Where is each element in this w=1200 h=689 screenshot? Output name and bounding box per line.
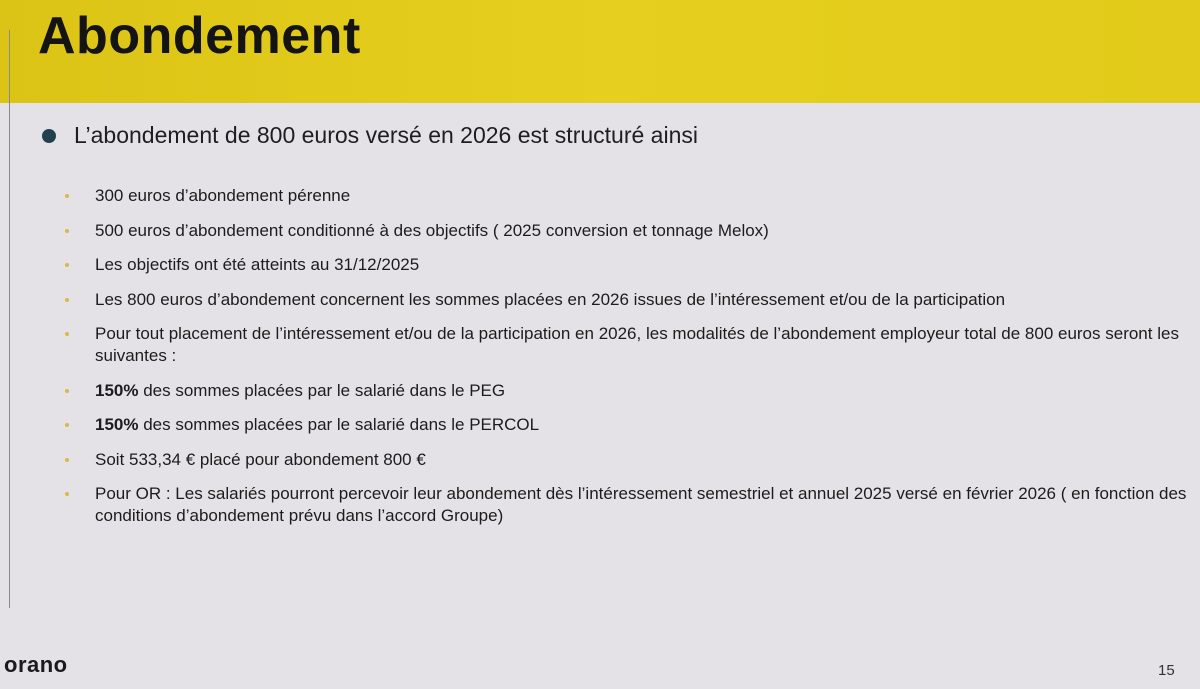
list-item: Les 800 euros d’abondement concernent les sommes placées en 2026 issues de l’intéressement et/ou de la participation — [62, 289, 1192, 311]
list-item: 150% des sommes placées par le salarié dans le PEG — [62, 380, 1192, 402]
divider — [9, 30, 10, 608]
bullet-icon — [65, 332, 69, 336]
bullet-icon — [65, 423, 69, 427]
orano-logo: orano — [4, 652, 68, 677]
bullet-icon — [65, 492, 69, 496]
bullet-icon — [65, 389, 69, 393]
bullet-icon — [65, 458, 69, 462]
bullet-icon — [42, 129, 56, 143]
page-number: 15 — [1158, 662, 1175, 679]
list-item: 150% des sommes placées par le salarié dans le PERCOL — [62, 414, 1192, 436]
list-item: 500 euros d’abondement conditionné à des objectifs ( 2025 conversion et tonnage Melox) — [62, 220, 1192, 242]
bullet-icon — [65, 263, 69, 267]
lead-bullet — [42, 122, 698, 149]
lead-text: L’abondement de 800 euros versé en 2026 est structuré ainsi — [74, 122, 698, 148]
list-item: Pour OR : Les salariés pourront percevoir leur abondement dès l’intéressement semestriel et annuel 2025 versé en février 2026 ( en fonction des conditions d’abondement prévu dans l’accord Groupe) — [62, 483, 1192, 527]
list-item: Soit 533,34 € placé pour abondement 800 € — [62, 449, 1192, 471]
bullet-icon — [65, 229, 69, 233]
slide-title: Abondement — [38, 7, 361, 65]
bullet-icon — [65, 298, 69, 302]
list-item: Les objectifs ont été atteints au 31/12/2025 — [62, 254, 1192, 276]
bullet-list — [62, 185, 1192, 540]
bullet-icon — [65, 194, 69, 198]
list-item: Pour tout placement de l’intéressement et/ou de la participation en 2026, les modalités de l’abondement employeur total de 800 euros seront les suivantes : — [62, 323, 1192, 367]
list-item: 300 euros d’abondement pérenne — [62, 185, 1192, 207]
